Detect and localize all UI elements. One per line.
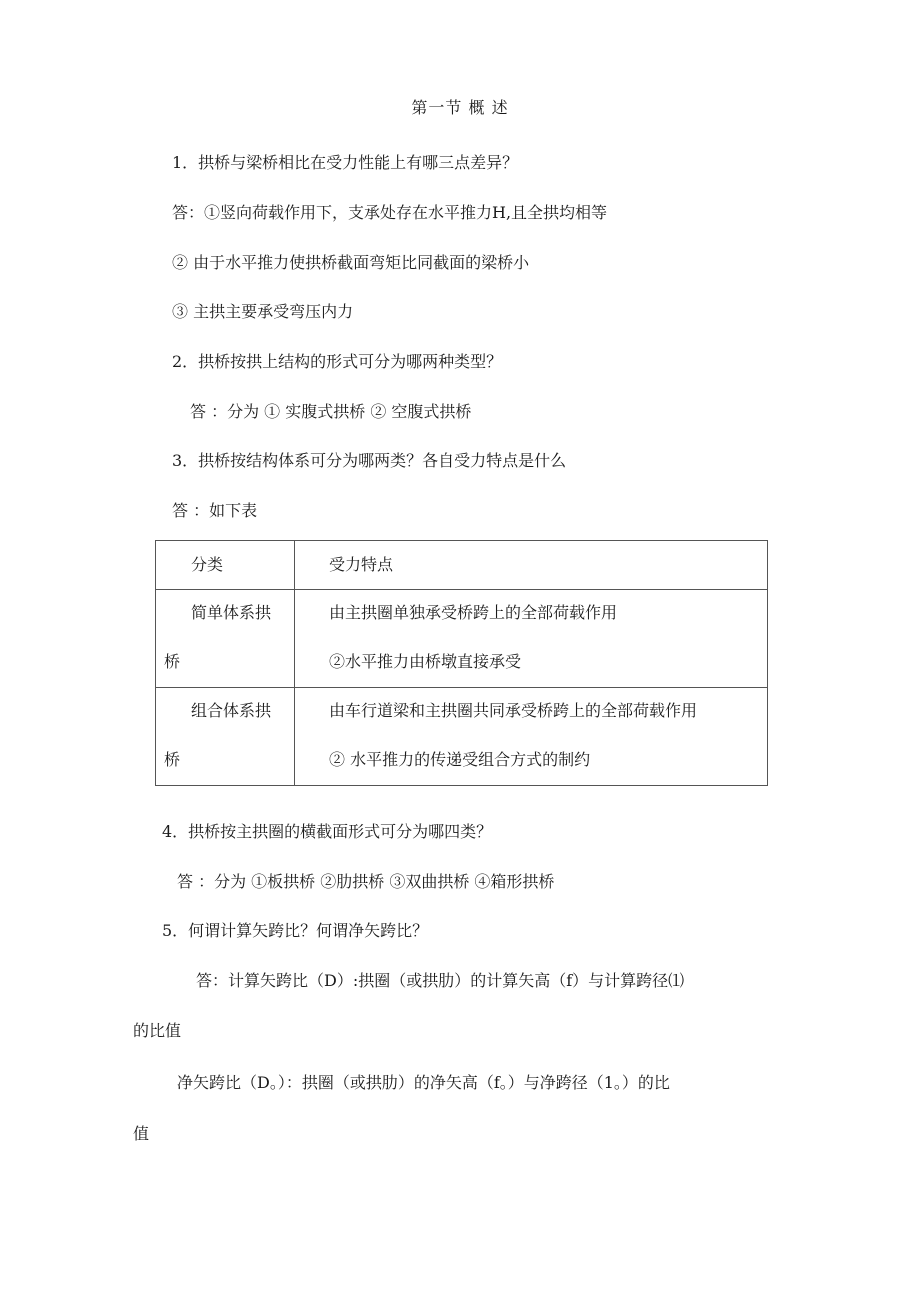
feature-line: 由主拱圈单独承受桥跨上的全部荷载作用 <box>329 603 618 622</box>
answer-4: 答 ：分为 ①板拱桥 ②肋拱桥 ③双曲拱桥 ④箱形拱桥 <box>177 872 555 891</box>
question-5: 5．何谓计算矢跨比？何谓净矢跨比？ <box>162 921 429 940</box>
table-cell-category <box>156 590 295 688</box>
category-line: 组合体系拱 <box>191 701 272 720</box>
feature-line: ② 水平推力的传递受组合方式的制约 <box>329 750 591 769</box>
table-cell-category <box>156 688 295 786</box>
feature-line: 由车行道梁和主拱圈共同承受桥跨上的全部荷载作用 <box>329 701 698 720</box>
question-4: 4．拱桥按主拱圈的横截面形式可分为哪四类？ <box>162 822 493 841</box>
answer-5-line-2: 的比值 <box>133 1021 182 1040</box>
feature-line: ②水平推力由桥墩直接承受 <box>329 652 522 671</box>
header-feature-label: 受力特点 <box>329 555 394 574</box>
table-row <box>156 688 768 786</box>
table-header-category <box>156 541 295 590</box>
answer-1-line-2: ② 由于水平推力使拱桥截面弯矩比同截面的梁桥小 <box>172 253 530 272</box>
header-category-label: 分类 <box>191 555 224 574</box>
answer-3: 答 ：如下表 <box>172 501 258 520</box>
answer-1-line-1: 答：①竖向荷载作用下，支承处存在水平推力H,且全拱均相等 <box>172 203 608 222</box>
answer-5-line-4: 值 <box>133 1124 150 1143</box>
table-row <box>156 590 768 688</box>
answer-1-line-3: ③ 主拱主要承受弯压内力 <box>172 302 354 321</box>
table-header-row <box>156 541 768 590</box>
answer-5-line-3: 净矢跨比（D。）：拱圈（或拱肋）的净矢高（f。）与净跨径（1。）的比 <box>177 1073 670 1092</box>
answer-2: 答 ：分为 ① 实腹式拱桥 ② 空腹式拱桥 <box>190 402 472 421</box>
category-line: 桥 <box>164 750 181 769</box>
bridge-type-table <box>155 540 768 786</box>
table-cell-feature <box>295 590 768 688</box>
category-line: 桥 <box>164 652 181 671</box>
table-cell-feature <box>295 688 768 786</box>
question-3: 3．拱桥按结构体系可分为哪两类？各自受力特点是什么 <box>172 451 567 470</box>
category-line: 简单体系拱 <box>191 603 272 622</box>
answer-5-line-1: 答：计算矢跨比（D）:拱圈（或拱肋）的计算矢高（f）与计算跨径⑴ <box>196 971 685 990</box>
table-header-feature <box>295 541 768 590</box>
page-title: 第一节 概 述 <box>411 98 509 117</box>
question-2: 2．拱桥按拱上结构的形式可分为哪两种类型？ <box>172 352 503 371</box>
question-1: 1．拱桥与梁桥相比在受力性能上有哪三点差异？ <box>172 153 519 172</box>
